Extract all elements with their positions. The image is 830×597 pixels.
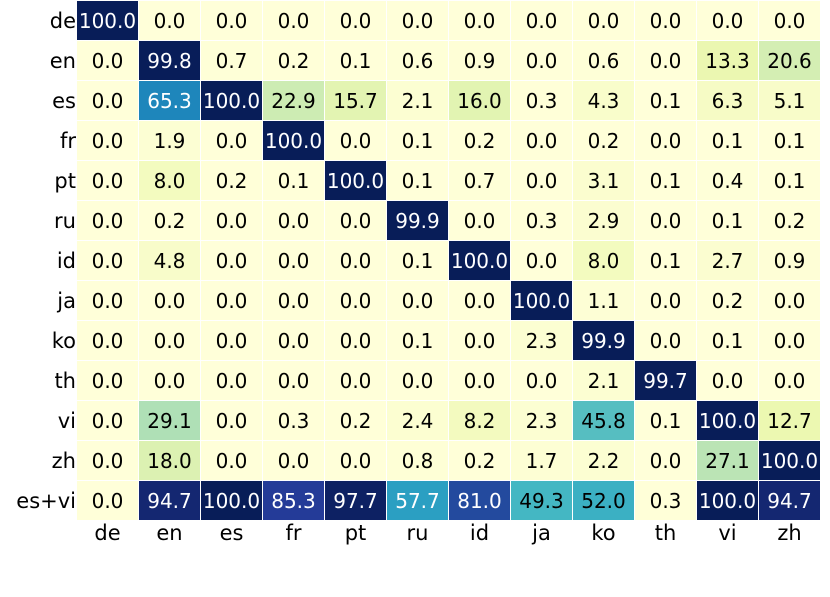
heatmap-cell: 0.0 bbox=[77, 361, 139, 401]
heatmap-cell: 0.0 bbox=[325, 441, 387, 481]
column-label-vi: vi bbox=[718, 521, 737, 545]
heatmap-cell: 0.0 bbox=[139, 1, 201, 41]
heatmap-cell: 0.1 bbox=[263, 161, 325, 201]
heatmap-cell: 0.0 bbox=[635, 41, 697, 81]
heatmap-cell: 27.1 bbox=[697, 441, 759, 481]
heatmap-cell: 0.0 bbox=[511, 241, 573, 281]
heatmap-cell: 0.9 bbox=[449, 41, 511, 81]
heatmap-cell: 8.2 bbox=[449, 401, 511, 441]
heatmap-row bbox=[0, 161, 821, 201]
heatmap-cell: 100.0 bbox=[449, 241, 511, 281]
heatmap-cell: 0.0 bbox=[387, 1, 449, 41]
heatmap-cell: 4.8 bbox=[139, 241, 201, 281]
row-label-pt: pt bbox=[54, 168, 76, 193]
heatmap-cell: 2.3 bbox=[511, 401, 573, 441]
heatmap-cell: 100.0 bbox=[201, 481, 263, 521]
heatmap-row bbox=[0, 41, 821, 81]
heatmap-cell: 0.0 bbox=[77, 41, 139, 81]
column-label-fr: fr bbox=[285, 521, 302, 545]
row-label-ko: ko bbox=[51, 328, 76, 353]
heatmap-cell: 100.0 bbox=[263, 121, 325, 161]
heatmap-cell: 0.0 bbox=[77, 441, 139, 481]
heatmap-cell: 0.1 bbox=[697, 121, 759, 161]
heatmap-cell: 0.0 bbox=[635, 121, 697, 161]
heatmap-cell: 49.3 bbox=[511, 481, 573, 521]
heatmap-cell: 57.7 bbox=[387, 481, 449, 521]
heatmap-row bbox=[0, 281, 821, 321]
heatmap-cell: 0.1 bbox=[387, 161, 449, 201]
row-label-en: en bbox=[49, 48, 76, 73]
heatmap-cell: 0.4 bbox=[697, 161, 759, 201]
heatmap-cell: 0.0 bbox=[201, 401, 263, 441]
heatmap-cell: 0.0 bbox=[449, 281, 511, 321]
row-label-th: th bbox=[54, 368, 76, 393]
heatmap-cell: 0.1 bbox=[759, 121, 821, 161]
heatmap-cell: 0.0 bbox=[77, 161, 139, 201]
row-label-es-vi: es+vi bbox=[16, 488, 76, 513]
column-label-ko: ko bbox=[591, 521, 616, 545]
heatmap-cell: 0.1 bbox=[635, 81, 697, 121]
heatmap-cell: 85.3 bbox=[263, 481, 325, 521]
heatmap-cell: 0.1 bbox=[635, 401, 697, 441]
heatmap-cell: 0.0 bbox=[635, 201, 697, 241]
heatmap-cell: 0.0 bbox=[511, 41, 573, 81]
column-label-es: es bbox=[219, 521, 244, 545]
heatmap-cell: 5.1 bbox=[759, 81, 821, 121]
heatmap-cell: 99.9 bbox=[573, 321, 635, 361]
heatmap-cell: 100.0 bbox=[697, 401, 759, 441]
heatmap-cell: 0.2 bbox=[325, 401, 387, 441]
heatmap-cell: 0.0 bbox=[263, 361, 325, 401]
heatmap-cell: 0.0 bbox=[201, 361, 263, 401]
heatmap-cell: 2.1 bbox=[387, 81, 449, 121]
heatmap-cell: 0.1 bbox=[325, 41, 387, 81]
heatmap-row bbox=[0, 481, 821, 521]
heatmap-cell: 2.1 bbox=[573, 361, 635, 401]
heatmap-cell: 0.7 bbox=[449, 161, 511, 201]
heatmap-cell: 1.1 bbox=[573, 281, 635, 321]
heatmap-cell: 0.0 bbox=[759, 321, 821, 361]
row-label-id: id bbox=[56, 248, 76, 273]
heatmap-cell: 0.2 bbox=[201, 161, 263, 201]
heatmap-cell: 18.0 bbox=[139, 441, 201, 481]
heatmap-row bbox=[0, 361, 821, 401]
heatmap-row bbox=[0, 241, 821, 281]
heatmap-cell: 0.9 bbox=[759, 241, 821, 281]
heatmap-cell: 0.1 bbox=[635, 241, 697, 281]
heatmap-cell: 0.0 bbox=[139, 361, 201, 401]
heatmap-row bbox=[0, 121, 821, 161]
heatmap-cell: 2.7 bbox=[697, 241, 759, 281]
heatmap-cell: 2.9 bbox=[573, 201, 635, 241]
heatmap-cell: 100.0 bbox=[759, 441, 821, 481]
heatmap-row bbox=[0, 441, 821, 481]
heatmap-cell: 0.0 bbox=[201, 241, 263, 281]
heatmap-cell: 0.0 bbox=[263, 281, 325, 321]
heatmap-cell: 0.1 bbox=[759, 161, 821, 201]
heatmap-cell: 0.0 bbox=[387, 361, 449, 401]
heatmap-cell: 0.0 bbox=[201, 441, 263, 481]
heatmap-cell: 8.0 bbox=[573, 241, 635, 281]
heatmap-cell: 1.7 bbox=[511, 441, 573, 481]
heatmap-cell: 0.0 bbox=[511, 121, 573, 161]
heatmap-cell: 65.3 bbox=[139, 81, 201, 121]
heatmap-cell: 6.3 bbox=[697, 81, 759, 121]
heatmap-cell: 22.9 bbox=[263, 81, 325, 121]
heatmap-cell: 0.2 bbox=[759, 201, 821, 241]
heatmap-cell: 0.0 bbox=[697, 361, 759, 401]
heatmap-cell: 3.1 bbox=[573, 161, 635, 201]
heatmap-cell: 0.0 bbox=[325, 361, 387, 401]
heatmap-cell: 100.0 bbox=[511, 281, 573, 321]
column-label-zh: zh bbox=[777, 521, 802, 545]
heatmap-cell: 0.3 bbox=[263, 401, 325, 441]
heatmap-cell: 0.8 bbox=[387, 441, 449, 481]
heatmap-cell: 100.0 bbox=[325, 161, 387, 201]
heatmap-cell: 0.0 bbox=[263, 201, 325, 241]
heatmap-cell: 0.0 bbox=[759, 361, 821, 401]
heatmap-cell: 0.0 bbox=[201, 1, 263, 41]
heatmap-cell: 0.3 bbox=[635, 481, 697, 521]
heatmap-cell: 0.2 bbox=[263, 41, 325, 81]
row-label-ja: ja bbox=[57, 288, 76, 313]
heatmap-cell: 0.0 bbox=[759, 1, 821, 41]
heatmap-cell: 0.0 bbox=[139, 321, 201, 361]
heatmap-row bbox=[0, 1, 821, 41]
heatmap-cell: 0.0 bbox=[511, 361, 573, 401]
heatmap-cell: 0.2 bbox=[139, 201, 201, 241]
heatmap-cell: 0.1 bbox=[697, 321, 759, 361]
heatmap-cell: 0.0 bbox=[77, 281, 139, 321]
heatmap-cell: 20.6 bbox=[759, 41, 821, 81]
heatmap-cell: 0.0 bbox=[759, 281, 821, 321]
column-label-pt: pt bbox=[344, 521, 367, 545]
heatmap-cell: 0.0 bbox=[325, 241, 387, 281]
heatmap-cell: 0.0 bbox=[263, 321, 325, 361]
heatmap-cell: 2.4 bbox=[387, 401, 449, 441]
row-label-ru: ru bbox=[54, 208, 76, 233]
heatmap-row bbox=[0, 321, 821, 361]
column-label-th: th bbox=[654, 521, 677, 545]
heatmap-row bbox=[0, 201, 821, 241]
heatmap-cell: 8.0 bbox=[139, 161, 201, 201]
heatmap-cell: 16.0 bbox=[449, 81, 511, 121]
heatmap-cell: 0.0 bbox=[263, 1, 325, 41]
heatmap-cell: 15.7 bbox=[325, 81, 387, 121]
heatmap-cell: 0.6 bbox=[573, 41, 635, 81]
row-label-de: de bbox=[49, 8, 76, 33]
heatmap-cell: 2.3 bbox=[511, 321, 573, 361]
heatmap-cell: 99.9 bbox=[387, 201, 449, 241]
row-label-fr: fr bbox=[59, 128, 76, 153]
heatmap-cell: 0.0 bbox=[449, 201, 511, 241]
heatmap-cell: 0.0 bbox=[77, 321, 139, 361]
heatmap-cell: 0.0 bbox=[449, 361, 511, 401]
heatmap-cell: 0.6 bbox=[387, 41, 449, 81]
heatmap-cell: 0.3 bbox=[511, 201, 573, 241]
heatmap-cell: 0.0 bbox=[77, 241, 139, 281]
heatmap-cell: 94.7 bbox=[139, 481, 201, 521]
heatmap-cell: 0.2 bbox=[449, 121, 511, 161]
heatmap-cell: 100.0 bbox=[697, 481, 759, 521]
heatmap-cell: 0.0 bbox=[263, 241, 325, 281]
heatmap-cell: 0.1 bbox=[387, 241, 449, 281]
column-label-de: de bbox=[94, 521, 121, 545]
heatmap-cell: 0.0 bbox=[325, 201, 387, 241]
heatmap-cell: 99.8 bbox=[139, 41, 201, 81]
row-label-es: es bbox=[52, 88, 76, 113]
heatmap-cell: 0.0 bbox=[77, 401, 139, 441]
heatmap-row bbox=[0, 401, 821, 441]
column-label-ja: ja bbox=[532, 521, 551, 545]
heatmap-cell: 0.0 bbox=[263, 441, 325, 481]
heatmap-cell: 1.9 bbox=[139, 121, 201, 161]
heatmap-row bbox=[0, 81, 821, 121]
column-label-ru: ru bbox=[406, 521, 429, 545]
heatmap-cell: 0.7 bbox=[201, 41, 263, 81]
heatmap-cell: 13.3 bbox=[697, 41, 759, 81]
heatmap-cell: 100.0 bbox=[201, 81, 263, 121]
heatmap-cell: 52.0 bbox=[573, 481, 635, 521]
heatmap-cell: 29.1 bbox=[139, 401, 201, 441]
heatmap-cell: 0.0 bbox=[697, 1, 759, 41]
heatmap-cell: 0.0 bbox=[325, 121, 387, 161]
heatmap-cell: 0.0 bbox=[77, 201, 139, 241]
heatmap-cell: 94.7 bbox=[759, 481, 821, 521]
heatmap-cell: 0.0 bbox=[77, 81, 139, 121]
heatmap-cell: 0.0 bbox=[201, 201, 263, 241]
heatmap-cell: 0.0 bbox=[325, 1, 387, 41]
heatmap-cell: 0.2 bbox=[449, 441, 511, 481]
heatmap-cell: 0.0 bbox=[77, 121, 139, 161]
row-label-vi: vi bbox=[57, 408, 76, 433]
heatmap-cell: 0.0 bbox=[449, 321, 511, 361]
heatmap-cell: 0.0 bbox=[325, 321, 387, 361]
heatmap-cell: 0.1 bbox=[697, 201, 759, 241]
heatmap-cell: 45.8 bbox=[573, 401, 635, 441]
heatmap-cell: 0.0 bbox=[201, 281, 263, 321]
heatmap-cell: 0.0 bbox=[635, 1, 697, 41]
heatmap-cell: 99.7 bbox=[635, 361, 697, 401]
heatmap-cell: 100.0 bbox=[77, 1, 139, 41]
heatmap-cell: 0.0 bbox=[573, 1, 635, 41]
heatmap-cell: 0.0 bbox=[139, 281, 201, 321]
heatmap-cell: 12.7 bbox=[759, 401, 821, 441]
heatmap-cell: 0.0 bbox=[511, 1, 573, 41]
heatmap-cell: 2.2 bbox=[573, 441, 635, 481]
heatmap-cell: 0.0 bbox=[387, 281, 449, 321]
heatmap-cell: 0.0 bbox=[635, 441, 697, 481]
column-label-row bbox=[0, 521, 821, 556]
heatmap-cell: 0.3 bbox=[511, 81, 573, 121]
heatmap-cell: 0.0 bbox=[511, 161, 573, 201]
heatmap-cell: 0.2 bbox=[697, 281, 759, 321]
corner-spacer bbox=[0, 521, 77, 556]
heatmap-cell: 0.0 bbox=[201, 121, 263, 161]
heatmap-cell: 0.0 bbox=[77, 481, 139, 521]
heatmap-cell: 97.7 bbox=[325, 481, 387, 521]
heatmap-cell: 4.3 bbox=[573, 81, 635, 121]
heatmap-cell: 0.1 bbox=[387, 121, 449, 161]
heatmap-cell: 0.0 bbox=[635, 281, 697, 321]
heatmap-cell: 0.1 bbox=[387, 321, 449, 361]
heatmap-cell: 81.0 bbox=[449, 481, 511, 521]
heatmap-cell: 0.0 bbox=[449, 1, 511, 41]
heatmap-cell: 0.1 bbox=[635, 161, 697, 201]
row-label-zh: zh bbox=[51, 448, 76, 473]
heatmap-cell: 0.0 bbox=[635, 321, 697, 361]
column-label-en: en bbox=[156, 521, 183, 545]
column-label-id: id bbox=[469, 521, 490, 545]
heatmap-cell: 0.0 bbox=[201, 321, 263, 361]
heatmap-cell: 0.0 bbox=[325, 281, 387, 321]
heatmap-cell: 0.2 bbox=[573, 121, 635, 161]
